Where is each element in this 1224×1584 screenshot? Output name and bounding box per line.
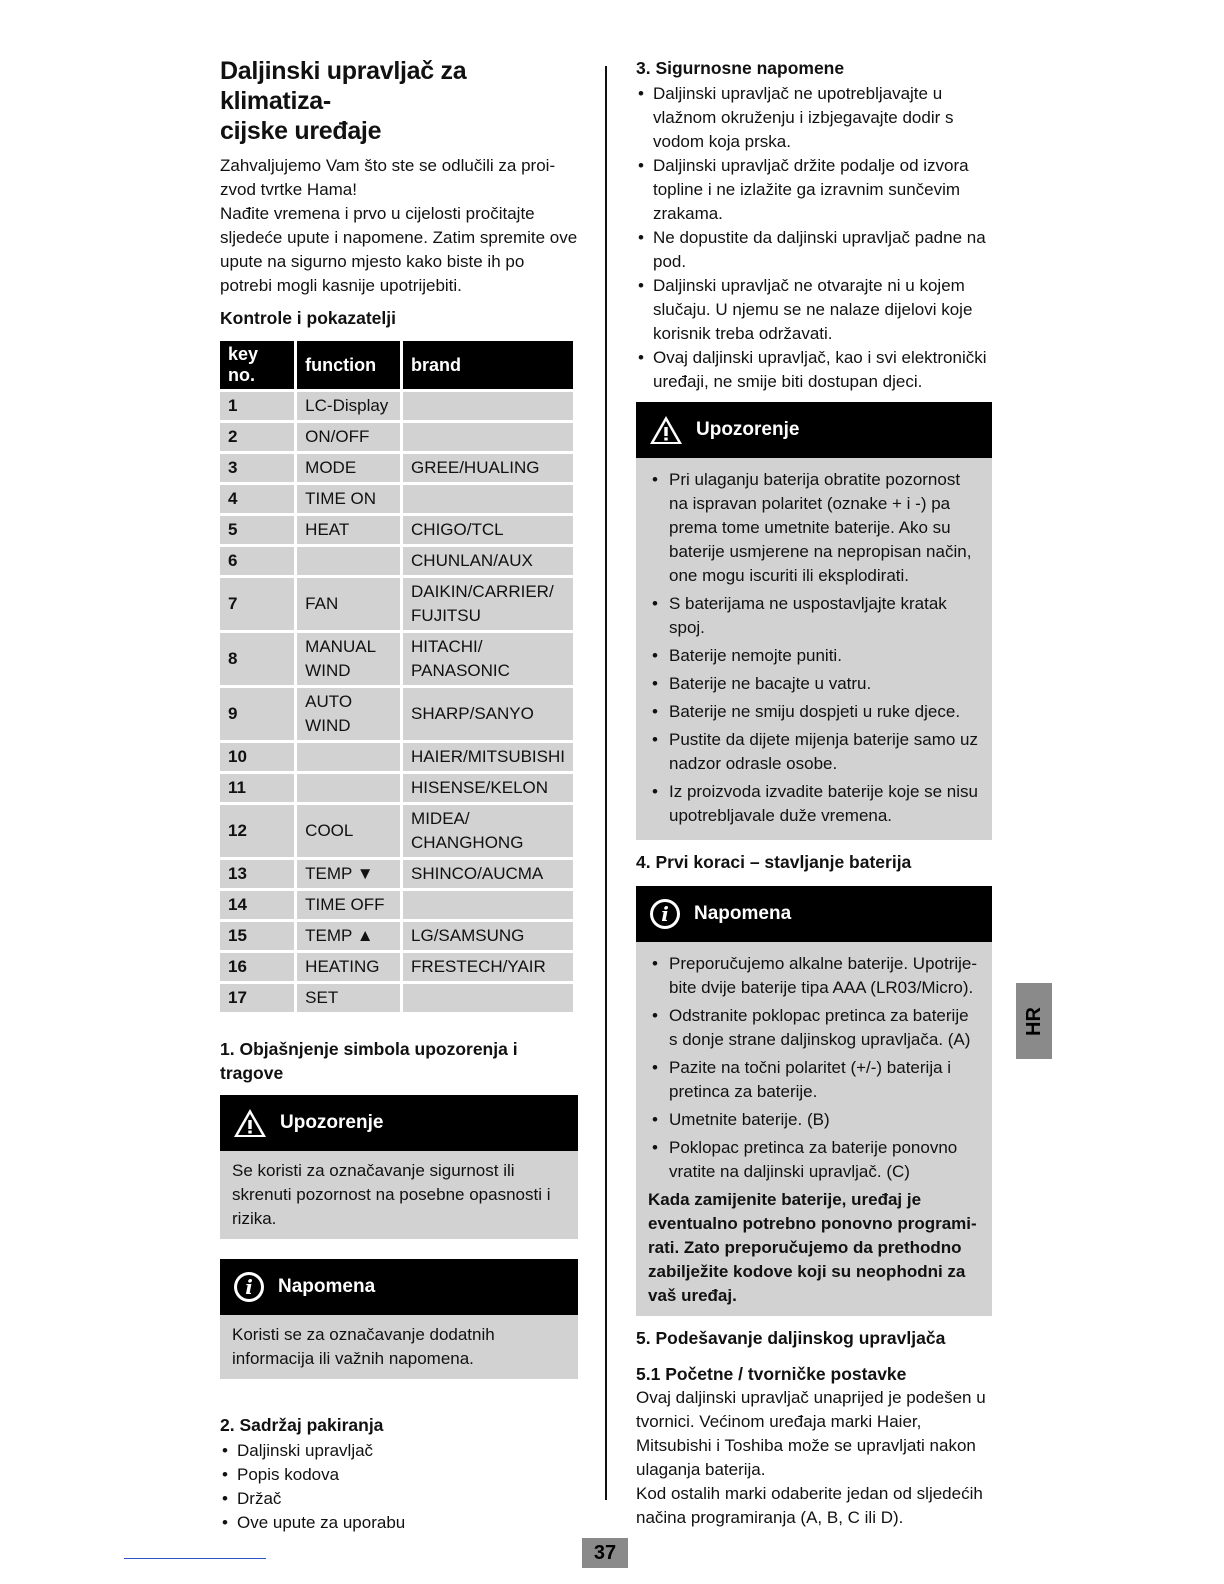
table-row: [220, 392, 573, 420]
brand-cell: FRESTECH/YAIR: [403, 953, 573, 981]
function-cell: TIME ON: [297, 485, 400, 513]
page-title-line2: cijske uređaje: [220, 117, 382, 145]
brand-cell: LG/SAMSUNG: [403, 922, 573, 950]
brand-cell: CHIGO/TCL: [403, 516, 573, 544]
function-cell: [297, 547, 400, 575]
table-row: [220, 423, 573, 451]
list-item: • Ove upute za uporabu: [220, 1511, 578, 1535]
warning-legend-box: [220, 1095, 578, 1239]
key-cell: 5: [220, 516, 294, 544]
note-legend-text: Koristi se za označavanje dodatnih informacija ili važnih napomena.: [232, 1325, 495, 1368]
svg-text:i: i: [245, 1275, 253, 1299]
key-cell: 17: [220, 984, 294, 1012]
table-row: [220, 805, 573, 857]
key-cell: 4: [220, 485, 294, 513]
brand-cell: SHINCO/AUCMA: [403, 860, 573, 888]
battery-warning-header: [636, 402, 992, 458]
section2-heading: 2. Sadržaj pakiranja: [220, 1415, 384, 1435]
function-cell: COOL: [297, 805, 400, 857]
brand-cell: DAIKIN/CARRIER/ FUJITSU: [403, 578, 573, 630]
function-cell: MODE: [297, 454, 400, 482]
table-row: [220, 891, 573, 919]
section1-heading: 1. Objašnjenje simbola upozorenja i tragove: [220, 1039, 518, 1083]
table-row: [220, 774, 573, 802]
function-cell: AUTO WIND: [297, 688, 400, 740]
warning-triangle-icon: [648, 414, 684, 446]
battery-warning-body: [636, 458, 992, 840]
brand-cell: HAIER/MITSUBISHI: [403, 743, 573, 771]
brand-cell: [403, 423, 573, 451]
function-cell: TEMP ▲: [297, 922, 400, 950]
footer-rule: [124, 1558, 266, 1559]
list-item: • Popis kodova: [220, 1463, 578, 1487]
list-item: • Pustite da dijete mijenja baterije samo uz nadzor odrasle osobe.: [648, 728, 980, 776]
list-item: • Daljinski upravljač: [220, 1439, 578, 1463]
function-cell: HEATING: [297, 953, 400, 981]
table-row: [220, 953, 573, 981]
list-item: • Umetnite baterije. (B): [648, 1108, 980, 1132]
package-contents-list: [220, 1439, 578, 1535]
language-tab: [1016, 983, 1052, 1059]
list-item: • Iz proizvoda izvadite baterije koje se nisu upotrebljavale duže vremena.: [648, 780, 980, 828]
brand-cell: [403, 485, 573, 513]
section5-paragraph-1: Ovaj daljinski upravljač unaprijed je podešen u tvornici. Većinom uređaja marki Haier, Mitsubishi i Toshiba može se upravljati nakon ulaganja baterija.: [636, 1388, 986, 1479]
section3-heading: 3. Sigurnosne napomene: [636, 58, 845, 78]
section5-subheading: 5.1 Početne / tvorničke postavke: [636, 1364, 907, 1384]
list-item: • Držač: [220, 1487, 578, 1511]
svg-text:i: i: [661, 902, 669, 926]
left-column: [220, 56, 578, 1535]
list-item: • Pazite na točni polaritet (+/-) baterija i pretinca za baterije.: [648, 1056, 980, 1104]
table-row: [220, 688, 573, 740]
battery-note-body: [636, 942, 992, 1316]
table-row: [220, 454, 573, 482]
list-item: • Daljinski upravljač ne upotrebljavajte u vlažnom okruženju i izbjegavajte dodir s vodom koja prska.: [636, 82, 992, 154]
section5-heading: 5. Podešavanje daljinskog upravljača: [636, 1328, 946, 1348]
brand-cell: [403, 392, 573, 420]
info-icon: [648, 897, 682, 931]
intro-paragraph-1: Zahvaljujemo Vam što ste se odlučili za proi- zvod tvrtke Hama!: [220, 156, 556, 199]
reprogram-note: Kada zamijenite baterije, uređaj je eventualno potrebno ponovno programi- rati. Zato preporučujemo da prethodno zabilježite kodove koji su neophodni za vaš uređaj.: [648, 1190, 977, 1305]
battery-note-label: Napomena: [694, 903, 792, 924]
key-cell: 10: [220, 743, 294, 771]
section5-paragraph-2: Kod ostalih marki odaberite jedan od sljedećih načina programiranja (A, B, C ili D).: [636, 1484, 983, 1527]
warning-triangle-icon: [232, 1107, 268, 1139]
battery-note-box: [636, 886, 992, 1316]
function-cell: FAN: [297, 578, 400, 630]
list-item: • Pri ulaganju baterija obratite pozornost na ispravan polaritet (oznake + i -) pa prema tome umetnite baterije. Ako su baterije usmjerene na nepropisan način, one mogu iscuriti ili eksplodirati.: [648, 468, 980, 588]
note-legend-label: Napomena: [278, 1276, 376, 1297]
battery-warning-label: Upozorenje: [696, 419, 800, 440]
table-row: [220, 547, 573, 575]
brand-cell: CHUNLAN/AUX: [403, 547, 573, 575]
battery-warning-list: [648, 468, 980, 828]
list-item: • Ovaj daljinski upravljač, kao i svi elektronički uređaji, ne smije biti dostupan djeci.: [636, 346, 992, 394]
key-cell: 1: [220, 392, 294, 420]
table-row: [220, 578, 573, 630]
controls-table: [217, 338, 576, 1015]
brand-cell: [403, 891, 573, 919]
list-item: • S baterijama ne uspostavljajte kratak spoj.: [648, 592, 980, 640]
brand-cell: HITACHI/ PANASONIC: [403, 633, 573, 685]
intro-paragraph-2: Nađite vremena i prvo u cijelosti pročitajte sljedeće upute i napomene. Zatim spremite ove upute na sigurno mjesto kako biste ih po potrebi mogli kasnije upotrijebiti.: [220, 204, 578, 295]
brand-cell: MIDEA/ CHANGHONG: [403, 805, 573, 857]
function-cell: HEAT: [297, 516, 400, 544]
key-cell: 13: [220, 860, 294, 888]
key-cell: 6: [220, 547, 294, 575]
warning-legend-label: Upozorenje: [280, 1112, 384, 1133]
key-cell: 14: [220, 891, 294, 919]
list-item: • Baterije ne bacajte u vatru.: [648, 672, 980, 696]
header-function: function: [297, 341, 400, 389]
brand-cell: HISENSE/KELON: [403, 774, 573, 802]
table-row: [220, 485, 573, 513]
battery-steps-list: [648, 952, 980, 1184]
list-item: • Daljinski upravljač ne otvarajte ni u kojem slučaju. U njemu se ne nalaze dijelovi koje korisnik treba održavati.: [636, 274, 992, 346]
key-cell: 7: [220, 578, 294, 630]
key-cell: 16: [220, 953, 294, 981]
controls-heading: Kontrole i pokazatelji: [220, 308, 396, 328]
key-cell: 15: [220, 922, 294, 950]
function-cell: TIME OFF: [297, 891, 400, 919]
list-item: • Odstranite poklopac pretinca za baterije s donje strane daljinskog upravljača. (A): [648, 1004, 980, 1052]
list-item: • Ne dopustite da daljinski upravljač padne na pod.: [636, 226, 992, 274]
list-item: • Daljinski upravljač držite podalje od izvora topline i ne izlažite ga izravnim sunčevim zrakama.: [636, 154, 992, 226]
list-item: • Baterije ne smiju dospjeti u ruke djece.: [648, 700, 980, 724]
list-item: • Baterije nemojte puniti.: [648, 644, 980, 668]
table-row: [220, 633, 573, 685]
page-title-line1: Daljinski upravljač za klimatiza-: [220, 57, 467, 115]
battery-warning-box: [636, 402, 992, 840]
page-title: [220, 56, 578, 146]
table-row: [220, 743, 573, 771]
function-cell: TEMP ▼: [297, 860, 400, 888]
brand-cell: SHARP/SANYO: [403, 688, 573, 740]
function-cell: LC-Display: [297, 392, 400, 420]
table-row: [220, 922, 573, 950]
list-item: • Poklopac pretinca za baterije ponovno vratite na daljinski upravljač. (C): [648, 1136, 980, 1184]
list-item: • Preporučujemo alkalne baterije. Upotrije- bite dvije baterije tipa AAA (LR03/Micro).: [648, 952, 980, 1000]
info-icon: [232, 1270, 266, 1304]
language-tab-label: HR: [1022, 1006, 1045, 1036]
warning-legend-text: Se koristi za označavanje sigurnost ili skrenuti pozornost na posebne opasnosti i rizika.: [232, 1161, 551, 1228]
table-row: [220, 516, 573, 544]
key-cell: 8: [220, 633, 294, 685]
key-cell: 12: [220, 805, 294, 857]
header-key-no: key no.: [220, 341, 294, 389]
right-column: [636, 56, 992, 1530]
function-cell: [297, 774, 400, 802]
function-cell: ON/OFF: [297, 423, 400, 451]
battery-note-header: [636, 886, 992, 942]
key-cell: 2: [220, 423, 294, 451]
section4-heading: 4. Prvi koraci – stavljanje baterija: [636, 852, 912, 872]
column-divider: [605, 66, 607, 1500]
note-legend-header: [220, 1259, 578, 1315]
safety-notes-list: [636, 82, 992, 394]
key-cell: 11: [220, 774, 294, 802]
header-brand: brand: [403, 341, 573, 389]
table-row: [220, 860, 573, 888]
table-row: [220, 984, 573, 1012]
key-cell: 3: [220, 454, 294, 482]
brand-cell: [403, 984, 573, 1012]
controls-table-header: [220, 341, 573, 389]
function-cell: SET: [297, 984, 400, 1012]
note-legend-box: [220, 1259, 578, 1379]
function-cell: [297, 743, 400, 771]
page-number: 37: [582, 1538, 628, 1568]
warning-legend-header: [220, 1095, 578, 1151]
brand-cell: GREE/HUALING: [403, 454, 573, 482]
function-cell: MANUAL WIND: [297, 633, 400, 685]
key-cell: 9: [220, 688, 294, 740]
